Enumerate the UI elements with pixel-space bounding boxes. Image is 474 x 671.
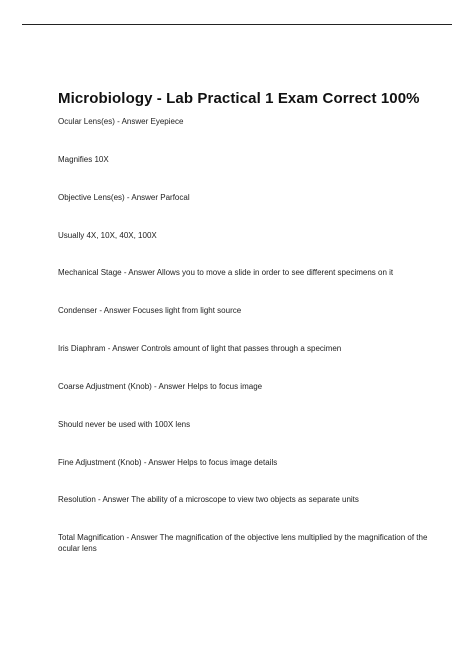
entry-fine-adjustment: Fine Adjustment (Knob) - Answer Helps to focus image details [58,458,278,467]
entry-total-magnification: Total Magnification - Answer The magnification of the objective lens multiplied by the magnification of the ocular lens [58,533,428,553]
entry-magnifies: Magnifies 10X [58,155,109,164]
entry-condenser: Condenser - Answer Focuses light from light source [58,306,242,315]
entry-objective-lens: Objective Lens(es) - Answer Parfocal [58,193,190,202]
header-rule [22,24,452,25]
entry-ocular-lens: Ocular Lens(es) - Answer Eyepiece [58,117,184,126]
entry-iris-diaphram: Iris Diaphram - Answer Controls amount of light that passes through a specimen [58,344,342,353]
document-title: Microbiology - Lab Practical 1 Exam Correct 100% [58,90,420,107]
entry-objective-powers: Usually 4X, 10X, 40X, 100X [58,231,157,240]
entry-resolution: Resolution - Answer The ability of a microscope to view two objects as separate units [58,495,359,504]
entry-coarse-warning: Should never be used with 100X lens [58,420,191,429]
entry-coarse-adjustment: Coarse Adjustment (Knob) - Answer Helps to focus image [58,382,263,391]
entry-mechanical-stage: Mechanical Stage - Answer Allows you to move a slide in order to see different specimens on it [58,268,394,277]
